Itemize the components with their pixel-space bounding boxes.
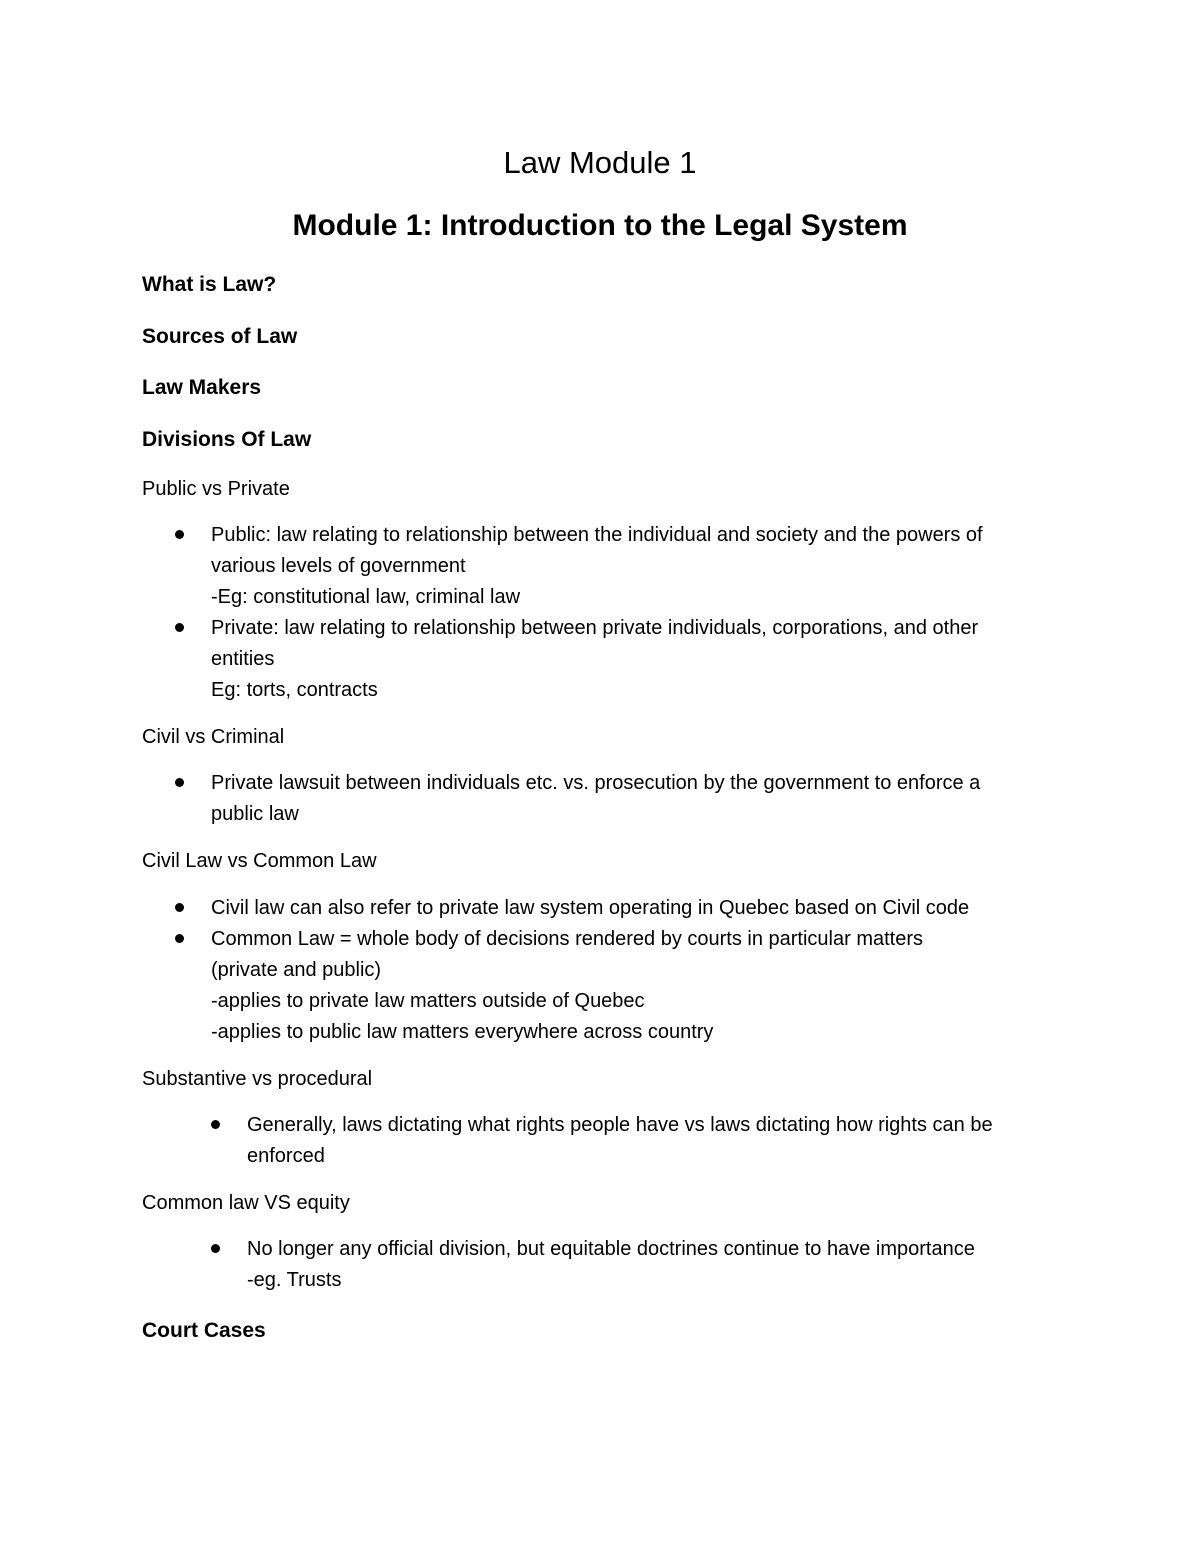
list-item-line: Private: law relating to relationship between private individuals, corporations, and other	[211, 617, 979, 639]
subheading-civil-common: Civil Law vs Common Law	[142, 850, 377, 872]
list-item-line: Eg: torts, contracts	[211, 679, 378, 701]
document-title: Law Module 1	[503, 145, 697, 180]
module-title: Module 1: Introduction to the Legal System	[292, 209, 908, 242]
list-item-line: public law	[211, 803, 299, 825]
list-item-line: Common Law = whole body of decisions rendered by courts in particular matters	[211, 928, 924, 950]
list-item-line: (private and public)	[211, 959, 382, 981]
bullet-icon	[175, 934, 184, 943]
bullet-icon	[175, 623, 184, 632]
heading-sources-of-law: Sources of Law	[142, 325, 298, 348]
list-item-line: Private lawsuit between individuals etc. vs. prosecution by the government to enforce a	[211, 772, 981, 794]
list-item	[211, 924, 923, 1048]
heading-court-cases: Court Cases	[142, 1319, 266, 1342]
list-item	[211, 893, 969, 924]
bullet-icon	[175, 903, 184, 912]
bullet-icon	[175, 778, 184, 787]
subheading-common-equity: Common law VS equity	[142, 1192, 350, 1214]
list-item-line: Public: law relating to relationship between the individual and society and the powers of	[211, 524, 983, 546]
list-item-line: enforced	[247, 1145, 325, 1167]
list-item-line: -Eg: constitutional law, criminal law	[211, 586, 521, 608]
subheading-civil-criminal: Civil vs Criminal	[142, 726, 285, 748]
bullet-icon	[211, 1120, 220, 1129]
list-item	[247, 1110, 993, 1172]
list-item	[211, 613, 978, 706]
list-item-line: -applies to public law matters everywhere across country	[211, 1021, 714, 1043]
list-item-line: entities	[211, 648, 275, 670]
list-item-line: various levels of government	[211, 555, 466, 577]
list-item	[247, 1234, 975, 1296]
subheading-public-private: Public vs Private	[142, 478, 290, 500]
list-item-line: -eg. Trusts	[247, 1269, 342, 1291]
list-item	[211, 768, 980, 830]
list-item-line: Civil law can also refer to private law system operating in Quebec based on Civil code	[211, 897, 970, 919]
bullet-icon	[211, 1244, 220, 1253]
heading-what-is-law: What is Law?	[142, 273, 277, 296]
list-item-line: -applies to private law matters outside of Quebec	[211, 990, 645, 1012]
list-item-line: No longer any official division, but equitable doctrines continue to have importance	[247, 1238, 975, 1260]
list-item-line: Generally, laws dictating what rights people have vs laws dictating how rights can be	[247, 1114, 993, 1136]
bullet-icon	[175, 530, 184, 539]
heading-law-makers: Law Makers	[142, 376, 262, 399]
list-item	[211, 520, 983, 613]
subheading-substantive-procedural: Substantive vs procedural	[142, 1068, 373, 1090]
heading-divisions-of-law: Divisions Of Law	[142, 428, 312, 451]
